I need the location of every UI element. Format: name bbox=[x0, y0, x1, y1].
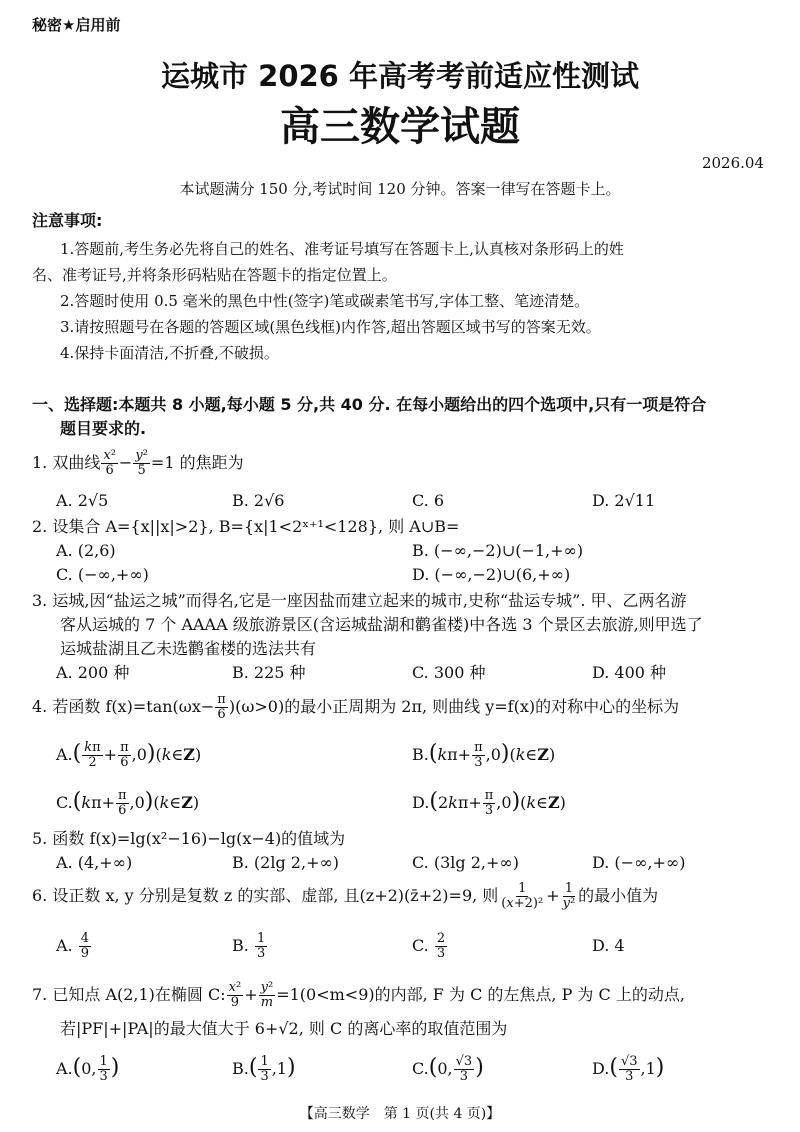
option-c: C. $\frac{2}{3}$ bbox=[412, 931, 446, 961]
section-heading-cont: 题目要求的. bbox=[60, 419, 147, 438]
option-c: C. 6 bbox=[412, 491, 445, 510]
notice-heading: 注意事项: bbox=[32, 211, 103, 230]
option-a: A. (2,6) bbox=[56, 541, 116, 560]
option-d: D. 400 种 bbox=[592, 663, 667, 682]
exam-date: 2026.04 bbox=[701, 154, 764, 172]
option-d: D. 2√11 bbox=[592, 491, 656, 510]
question-2: 2. 设集合 A={x||x|>2}, B={x|1<2ˣ⁺¹<128}, 则 A∪B= bbox=[32, 517, 460, 536]
question-6: 6. 设正数 x, y 分别是复数 z 的实部、虚部, 且(z+2)(z̄+2)=9, 则 $\frac{1}{\text{(x+2)²}}$ + $\frac{1}{\text{y²}}$ 的最小值为 bbox=[32, 881, 659, 911]
question-3-cont: 客从运城的 7 个 AAAA 级旅游景区(含运城盐湖和鹳雀楼)中各选 3 个景区去旅游,则甲选了 bbox=[60, 615, 703, 634]
option-b: B.(kπ+ $\frac{\pi}{3}$ ,0)(k∈Z) bbox=[412, 740, 556, 770]
notice-item: 4.保持卡面清洁,不折叠,不破损。 bbox=[60, 344, 279, 362]
option-c: C. (−∞,+∞) bbox=[56, 565, 149, 584]
option-a: A. 2√5 bbox=[56, 491, 109, 510]
option-b: B. $\frac{1}{3}$ bbox=[232, 931, 266, 961]
option-d: D.(2kπ+ $\frac{\pi}{3}$ ,0)(k∈Z) bbox=[412, 788, 566, 818]
notice-item: 2.答题时使用 0.5 毫米的黑色中性(签字)笔或碳素笔书写,字体工整、笔迹清楚。 bbox=[60, 292, 590, 310]
question-3: 3. 运城,因“盐运之城”而得名,它是一座因盐而建立起来的城市,史称“盐运专城”. 甲、乙两名游 bbox=[32, 591, 687, 610]
question-7-cont: 若|PF|+|PA|的最大值大于 6+√2, 则 C 的离心率的取值范围为 bbox=[60, 1019, 508, 1038]
option-b: B. 225 种 bbox=[232, 663, 306, 682]
option-a: A.( $\frac{k\pi}{2}$ + $\frac{\pi}{6}$ ,0)(k∈Z) bbox=[56, 740, 202, 770]
option-d: D. 4 bbox=[592, 936, 625, 955]
option-a: A. $\frac{4}{9}$ bbox=[56, 931, 90, 961]
notice-item: 1.答题前,考生务必先将自己的姓名、准考证号填写在答题卡上,认真核对条形码上的姓 bbox=[60, 240, 624, 258]
exam-title: 运城市 2026 年高考考前适应性测试 bbox=[161, 59, 639, 93]
question-4: 4. 若函数 f(x)=tan(ωx− $\frac{\pi}{6}$ )(ω>0)的最小正周期为 2π, 则曲线 y=f(x)的对称中心的坐标为 bbox=[32, 692, 680, 722]
option-a: A. (4,+∞) bbox=[56, 853, 133, 872]
question-1: 1. 双曲线 $\frac{\text{x²}}{6}$ − $\frac{\text{y²}}{5}$ =1 的焦距为 bbox=[32, 448, 244, 478]
option-b: B. 2√6 bbox=[232, 491, 285, 510]
option-d: D.( $\frac{√3}{3}$ ,1) bbox=[592, 1054, 665, 1084]
option-c: C.(kπ+ $\frac{\pi}{6}$ ,0)(k∈Z) bbox=[56, 788, 200, 818]
option-a: A. 200 种 bbox=[56, 663, 130, 682]
option-c: C. 300 种 bbox=[412, 663, 486, 682]
question-7: 7. 已知点 A(2,1)在椭圆 C: $\frac{\text{x²}}{9}$ + $\frac{\text{y²}}{m}$ =1(0<m<9)的内部, F 为 C 的左焦点, P 为 C 上的动点, bbox=[32, 980, 685, 1010]
option-d: D. (−∞,+∞) bbox=[592, 853, 686, 872]
question-5: 5. 函数 f(x)=lg(x²−16)−lg(x−4)的值域为 bbox=[32, 829, 346, 848]
confidential-mark: 秘密★启用前 bbox=[32, 16, 121, 34]
option-c: C.(0, $\frac{√3}{3}$ ) bbox=[412, 1054, 484, 1084]
section-heading: 一、选择题:本题共 8 小题,每小题 5 分,共 40 分. 在每小题给出的四个选项中,只有一项是符合 bbox=[32, 395, 707, 414]
notice-item: 3.请按照题号在各题的答题区域(黑色线框)内作答,超出答题区域书写的答案无效。 bbox=[60, 318, 601, 336]
question-3-cont: 运城盐湖且乙未选鹳雀楼的选法共有 bbox=[60, 639, 317, 658]
option-c: C. (3lg 2,+∞) bbox=[412, 853, 519, 872]
exam-info: 本试题满分 150 分,考试时间 120 分钟。答案一律写在答题卡上。 bbox=[179, 180, 621, 198]
option-b: B.( $\frac{1}{3}$ ,1) bbox=[232, 1054, 296, 1084]
option-b: B. (2lg 2,+∞) bbox=[232, 853, 340, 872]
option-a: A.(0, $\frac{1}{3}$ ) bbox=[56, 1054, 120, 1084]
subject-title: 高三数学试题 bbox=[280, 104, 520, 150]
notice-item: 名、准考证号,并将条形码粘贴在答题卡的指定位置上。 bbox=[32, 266, 397, 284]
page-footer: 【高三数学 第 1 页(共 4 页)】 bbox=[299, 1106, 501, 1122]
option-b: B. (−∞,−2)∪(−1,+∞) bbox=[412, 541, 584, 560]
option-d: D. (−∞,−2)∪(6,+∞) bbox=[412, 565, 571, 584]
